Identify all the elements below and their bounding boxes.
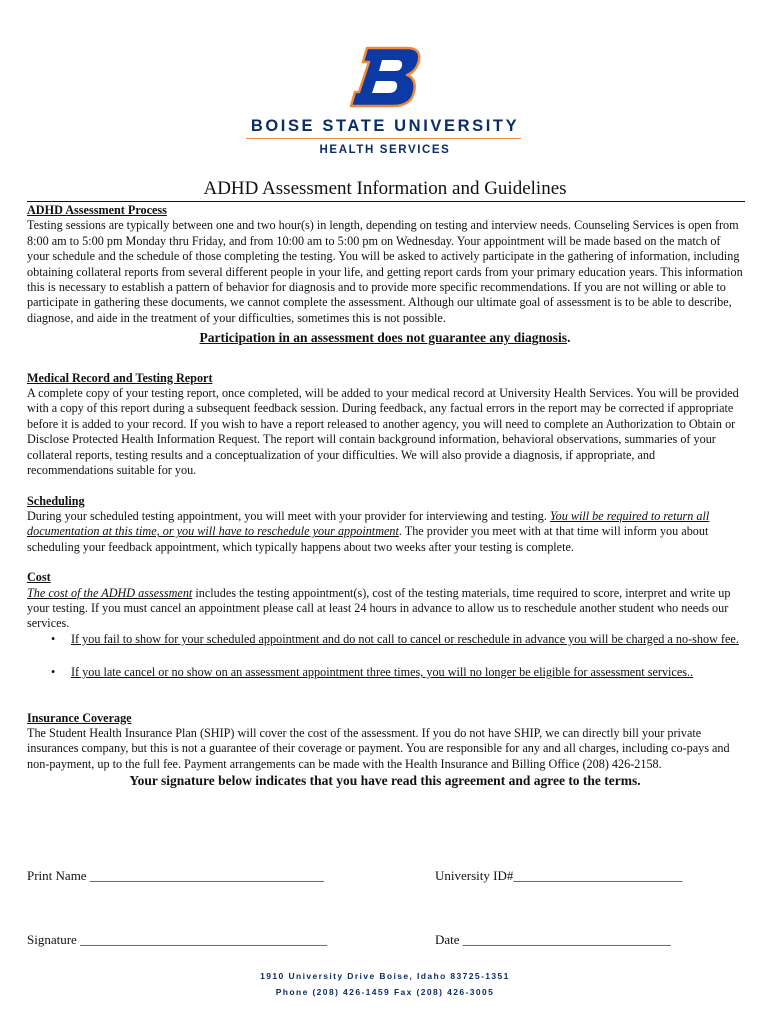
list-item-text: If you late cancel or no show on an assessment appointment three times, you will no longer be eligible for assessment services. (71, 665, 691, 680)
insurance-heading: Insurance Coverage (27, 710, 132, 725)
bronco-b-logo-icon (345, 44, 425, 110)
scheduling-body-end: . The provider you meet with at that time will inform you about scheduling your feedback appointment, which typically happens about two weeks after your testing is complete. (27, 524, 709, 554)
page-title: ADHD Assessment Information and Guidelines (203, 178, 567, 199)
scheduling-heading: Scheduling (27, 493, 85, 508)
document-body (27, 203, 743, 789)
diagnosis-notice (27, 330, 743, 345)
boise-state-logo (0, 44, 770, 115)
agreement-statement: Your signature below indicates that you have read this agreement and agree to the terms. (129, 773, 641, 789)
cost-body (27, 586, 743, 632)
university-id-field[interactable]: University ID#__________________________ (435, 868, 683, 883)
medical-heading: Medical Record and Testing Report (27, 370, 213, 385)
insurance-body: The Student Health Insurance Plan (SHIP) will cover the cost of the assessment. If you do not have SHIP, we can directly bill your private insurances company, but this is not a guarantee of their coverage or payment. You are responsible for any and all charges, including co-pays and non-payment, up to the full fee. Payment arrangements can be made with the Health Insurance and Billing Office (208) 426-2158. (27, 725, 730, 771)
cost-heading: Cost (27, 570, 51, 585)
list-item (71, 665, 743, 680)
university-name: BOISE STATE UNIVERSITY (250, 117, 520, 135)
scheduling-body-emphasis: You will be required to return all documentation at this time, or you will have to reschedule your appointment (27, 508, 710, 539)
diagnosis-notice-end: . (567, 330, 571, 346)
cost-bullets (27, 632, 743, 681)
process-body: Testing sessions are typically between one and two hour(s) in length, depending on testing and interview needs. Counseling Services is open from 8:00 am to 5:00 pm Monday thru Friday, and from 10:00 am to 5:00 pm on Wednesday. Your appointment will be made based on the match of your schedule and the schedule of those completing the testing. You will be asked to actively participate in the gathering of information, including obtaining collateral reports from several different people in your life, and getting report cards from your primary education years. This information this is necessary to establish a pattern of behavior for diagnosis and to provide more specific recommendations. If you are not willing or able to participate in gathering these documents, we cannot complete the assessment. Although our ultimate goal of assessment is to be able to describe, diagnose, and aide in the treatment of your difficulties, sometimes this is not possible. (27, 218, 743, 325)
footer-address: 1910 University Drive Boise, Idaho 83725-1351 (260, 971, 510, 981)
list-item-end: . (690, 665, 694, 680)
list-item: • If you fail to show for your scheduled appointment and do not call to cancel or reschedule in advance you will be charged a no-show fee. (71, 632, 743, 647)
title-divider (27, 201, 745, 202)
process-heading: ADHD Assessment Process (27, 203, 167, 217)
cost-body-emphasis: The cost of the ADHD assessment (27, 585, 193, 600)
scheduling-body (27, 509, 743, 555)
diagnosis-notice-text: Participation in an assessment does not guarantee any diagnosis (199, 330, 568, 346)
medical-body: A complete copy of your testing report, once completed, will be added to your medical record at University Health Services. You will be provided with a copy of this report during a subsequent feedback session. During feedback, any factual errors in the report may be corrected if appropriate before it is added to your record. If you wish to have a report released to another agency, you will need to complete an Authorization to Obtain or Disclose Protected Health Information Request. The report will contain background information, behavioral observations, summaries of your collateral reports, testing results and a conceptualization of your difficulties. We will also provide a diagnosis, if appropriate, and recommendations suitable for you. (27, 386, 739, 478)
signature-field[interactable]: Signature ______________________________________ (27, 932, 328, 947)
scheduling-body-start: During your scheduled testing appointment, you will meet with your provider for interviewing and testing. (27, 508, 550, 523)
date-field[interactable]: Date ________________________________ (435, 932, 671, 947)
department-name: HEALTH SERVICES (319, 144, 451, 156)
footer-phone: Phone (208) 426-1459 Fax (208) 426-3005 (275, 987, 495, 997)
logo-divider (246, 138, 521, 139)
cost-body-rest: includes the testing appointment(s), cost of the testing materials, time required to score, interpret and write up your testing. If you must cancel an appointment please call at least 24 hours in advance to allow us to reschedule another student who needs our services. (27, 585, 731, 631)
print-name-field[interactable]: Print Name ____________________________________ (27, 868, 324, 883)
